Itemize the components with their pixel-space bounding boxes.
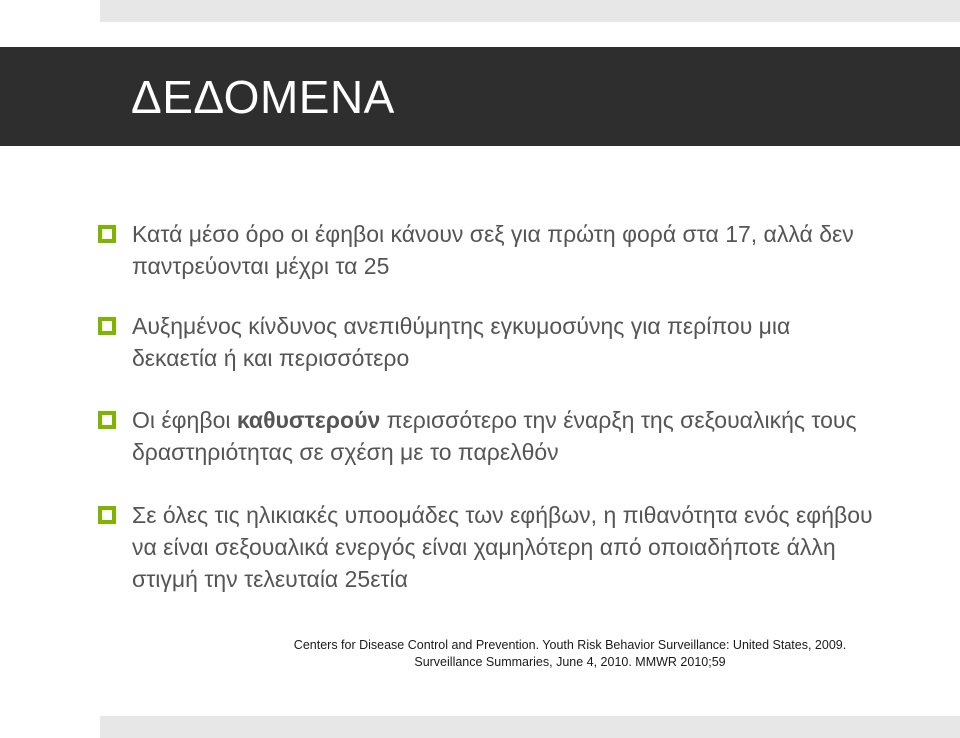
bullet-text-emphasis: καθυστερούν [236,407,381,433]
square-bullet-icon [98,317,116,335]
square-bullet-icon [98,506,116,524]
bullet-text-end: περισσότερο την έναρξη της σεξουαλικής τους δραστηριότητας σε σχέση με το παρελθόν [132,407,857,465]
citation-line: Centers for Disease Control and Prevention. Youth Risk Behavior Surveillance: United States, 2009. [293,638,847,652]
bullet-text: Κατά μέσο όρο οι έφηβοι κάνουν σεξ για πρώτη φορά στα 17, αλλά δεν παντρεύονται μέχρι τα 25 [132,221,854,279]
bottom-decorative-strip [100,716,960,738]
bullet-text: Σε όλες τις ηλικιακές υποομάδες των εφήβων, η πιθανότητα ενός εφήβου να είναι σεξουαλικά ενεργός είναι χαμηλότερη από οποιαδήποτε άλλη στιγμή την τελευταία 25ετία [132,502,873,592]
bullet-text [132,404,882,468]
bullet-text-start: Οι έφηβοι [132,407,237,433]
title-bar [0,47,960,146]
citation-line: Surveillance Summaries, June 4, 2010. MMWR 2010;59 [414,655,726,669]
square-bullet-icon [98,411,116,429]
slide-title: ΔΕΔΟΜΕΝΑ [131,71,395,123]
top-decorative-strip [100,0,960,22]
bullet-text: Αυξημένος κίνδυνος ανεπιθύμητης εγκυμοσύνης για περίπου μια δεκαετία ή και περισσότερο [132,313,791,371]
citation [250,637,890,671]
square-bullet-icon [98,225,116,243]
